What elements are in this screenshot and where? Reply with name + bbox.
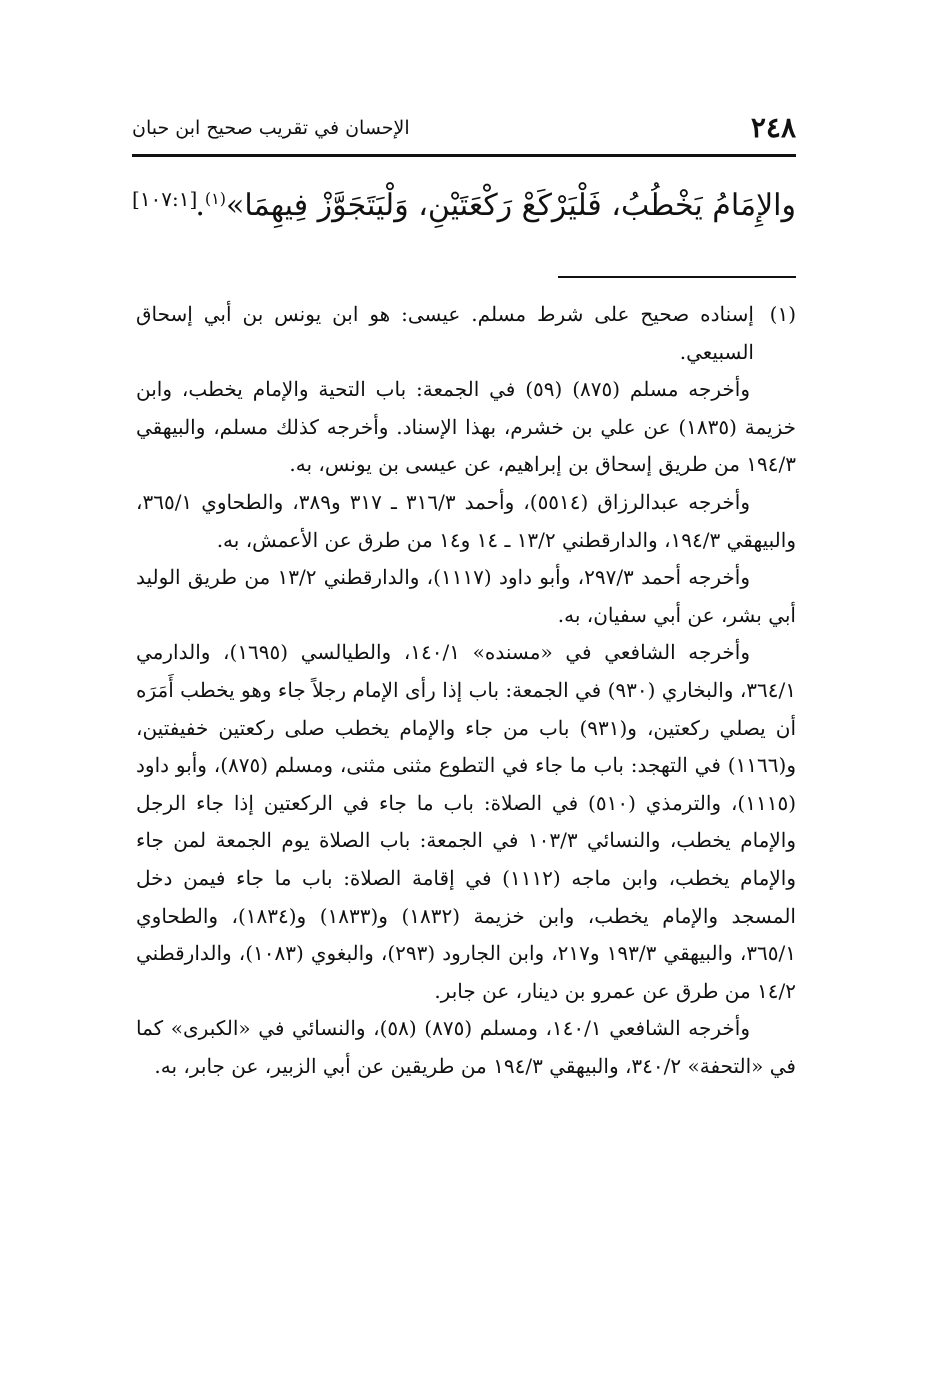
footnotes bbox=[136, 296, 796, 1085]
footnote-marker: (١) bbox=[769, 302, 796, 326]
header-rule bbox=[132, 154, 796, 157]
hadith-ending bbox=[132, 168, 796, 230]
footnote-paragraph: وأخرجه الشافعي في «مسنده» ١٤٠/١، والطيالسي (١٦٩٥)، والدارمي ٣٦٤/١، والبخاري (٩٣٠) في الجمعة: باب إذا رأى الإمام رجلاً جاء وهو يخطب أَمَرَه أن يصلي ركعتين، و(٩٣١) باب من جاء والإمام يخطب صلى ركعتين خفيفتين، و(١١٦٦) في التهجد: باب ما جاء في التطوع مثنى مثنى، ومسلم (٨٧٥)، وأبو داود (١١١٥)، والترمذي (٥١٠) في الصلاة: باب ما جاء في الركعتين إذا جاء الرجل والإمام يخطب، والنسائي ١٠٣/٣ في الجمعة: باب الصلاة يوم الجمعة لمن جاء والإمام يخطب، وابن ماجه (١١١٢) في إقامة الصلاة: باب ما جاء فيمن دخل المسجد والإمام يخطب، وابن خزيمة (١٨٣٢) و(١٨٣٣) و(١٨٣٤)، والطحاوي ٣٦٥/١، والبيهقي ١٩٣/٣ و٢١٧، وابن الجارود (٢٩٣)، والبغوي (١٠٨٣)، والدارقطني ١٤/٢ من طرق عن عمرو بن دينار، عن جابر. bbox=[136, 640, 797, 1003]
footnote-paragraph: وأخرجه عبدالرزاق (٥٥١٤)، وأحمد ٣١٦/٣ ـ ٣١٧ و٣٨٩، والطحاوي ٣٦٥/١، والبيهقي ١٩٤/٣، والدارقطني ١٣/٢ ـ ١٤ و١٤ من طرق عن الأعمش، به. bbox=[136, 489, 796, 552]
footnote-paragraph: وأخرجه أحمد ٢٩٧/٣، وأبو داود (١١١٧)، والدارقطني ١٣/٢ من طريق الوليد أبي بشر، عن أبي سفيان، به. bbox=[136, 565, 796, 627]
footnote-paragraph bbox=[136, 296, 796, 371]
footnote-paragraph: وأخرجه الشافعي ١٤٠/١، ومسلم (٨٧٥) (٥٨)، والنسائي في «الكبرى» كما في «التحفة» ٣٤٠/٢، والبيهقي ١٩٤/٣ من طريقين عن أبي الزبير، عن جابر، به. bbox=[136, 1016, 796, 1078]
footnote-text: إسناده صحيح على شرط مسلم. عيسى: هو ابن يونس بن أبي إسحاق السبيعي. bbox=[136, 302, 754, 364]
hadith-reference: [١٠٧:١] bbox=[132, 187, 198, 211]
hadith-text: والإِمَامُ يَخْطُبُ، فَلْيَرْكَعْ رَكْعَتَيْنِ، وَلْيَتَجَوَّزْ فِيهِمَا»$^{(١)}$. bbox=[195, 188, 796, 223]
hadith-note-marker: (١) bbox=[204, 189, 226, 208]
hadith-text-body: والإِمَامُ يَخْطُبُ، فَلْيَرْكَعْ رَكْعَتَيْنِ، وَلْيَتَجَوَّزْ فِيهِمَا» bbox=[226, 188, 796, 223]
page-number: ٢٤٨ bbox=[750, 111, 796, 144]
book-title: الإحسان في تقريب صحيح ابن حبان bbox=[132, 117, 410, 139]
footnote-paragraph: وأخرجه مسلم (٨٧٥) (٥٩) في الجمعة: باب التحية والإمام يخطب، وابن خزيمة (١٨٣٥) عن علي بن خشرم، بهذا الإسناد. وأخرجه كذلك مسلم، والبيهقي ١٩٤/٣ من طريق إسحاق بن إبراهيم، عن عيسى بن يونس، به. bbox=[136, 377, 796, 477]
footnote-separator bbox=[558, 276, 796, 278]
running-header bbox=[132, 104, 796, 152]
